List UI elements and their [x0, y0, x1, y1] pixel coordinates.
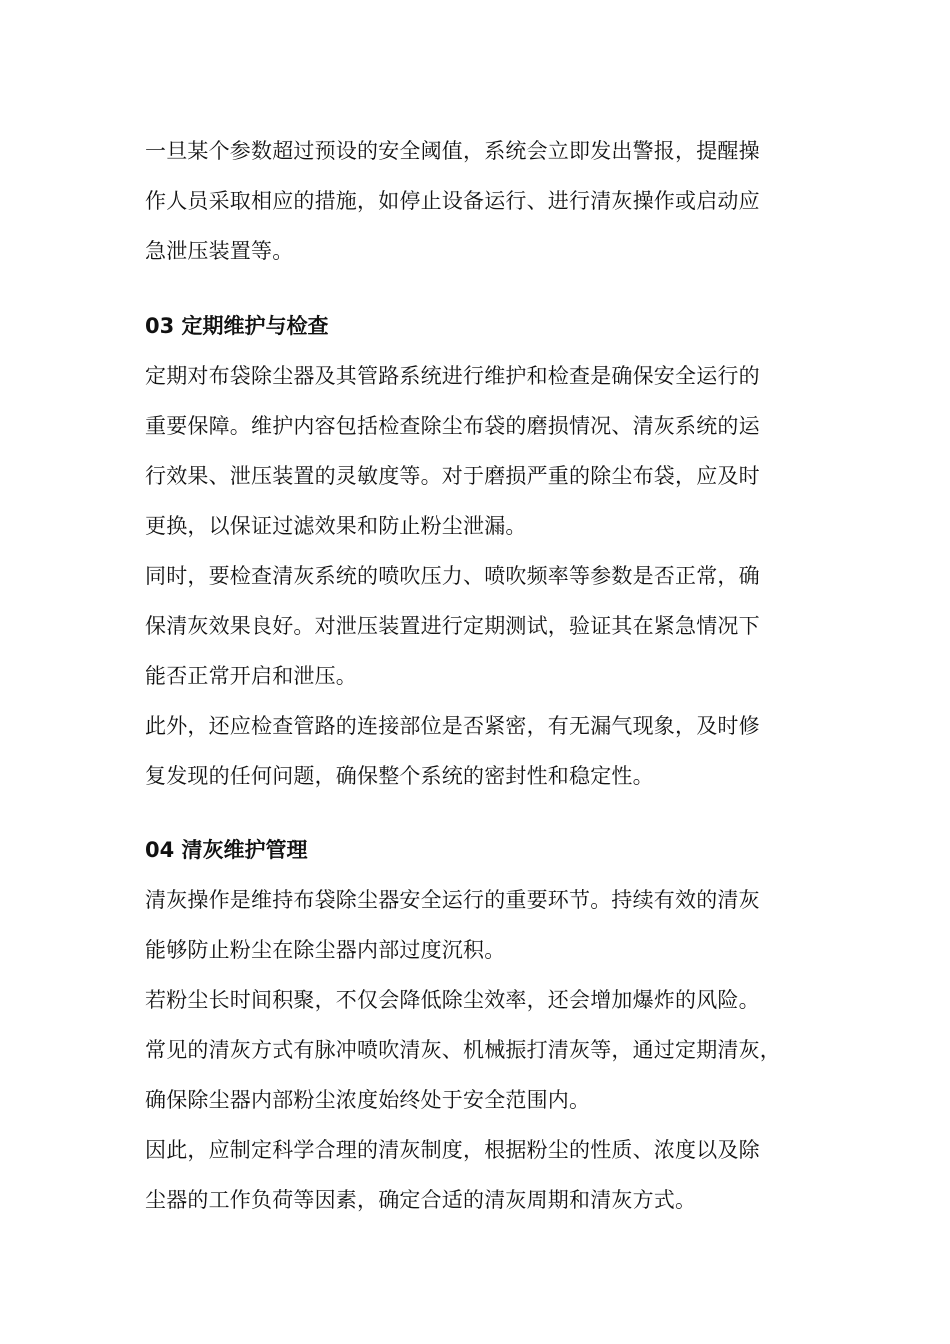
text-line: 确保除尘器内部粉尘浓度始终处于安全范围内。: [145, 1088, 591, 1112]
text-line: 保清灰效果良好。对泄压装置进行定期测试，验证其在紧急情况下: [145, 614, 760, 638]
section-04-body: [145, 875, 810, 1225]
text-line: 尘器的工作负荷等因素，确定合适的清灰周期和清灰方式。: [145, 1188, 697, 1212]
text-line: 行效果、泄压装置的灵敏度等。对于磨损严重的除尘布袋，应及时: [145, 464, 760, 488]
text-line: 若粉尘长时间积聚，不仅会降低除尘效率，还会增加爆炸的风险。: [145, 988, 760, 1012]
text-line: 急泄压装置等。: [145, 239, 294, 263]
intro-paragraph: [145, 126, 810, 276]
text-line: 清灰操作是维持布袋除尘器安全运行的重要环节。持续有效的清灰: [145, 888, 760, 912]
section-heading-03: 03 定期维护与检查: [145, 314, 329, 338]
text-line: 此外，还应检查管路的连接部位是否紧密，有无漏气现象，及时修: [145, 714, 760, 738]
text-line: 同时，要检查清灰系统的喷吹压力、喷吹频率等参数是否正常，确: [145, 564, 760, 588]
text-line: 作人员采取相应的措施，如停止设备运行、进行清灰操作或启动应: [145, 189, 760, 213]
text-line: 能否正常开启和泄压。: [145, 664, 357, 688]
text-line: 一旦某个参数超过预设的安全阈值，系统会立即发出警报，提醒操: [145, 139, 760, 163]
text-line: 常见的清灰方式有脉冲喷吹清灰、机械振打清灰等，通过定期清灰，: [145, 1038, 781, 1062]
text-line: 重要保障。维护内容包括检查除尘布袋的磨损情况、清灰系统的运: [145, 414, 760, 438]
text-line: 更换，以保证过滤效果和防止粉尘泄漏。: [145, 514, 527, 538]
text-line: 复发现的任何问题，确保整个系统的密封性和稳定性。: [145, 764, 654, 788]
text-line: 能够防止粉尘在除尘器内部过度沉积。: [145, 938, 506, 962]
text-line: 定期对布袋除尘器及其管路系统进行维护和检查是确保安全运行的: [145, 364, 760, 388]
section-heading-04: 04 清灰维护管理: [145, 838, 308, 862]
text-line: 因此，应制定科学合理的清灰制度，根据粉尘的性质、浓度以及除: [145, 1138, 760, 1162]
section-03-body: [145, 351, 810, 801]
